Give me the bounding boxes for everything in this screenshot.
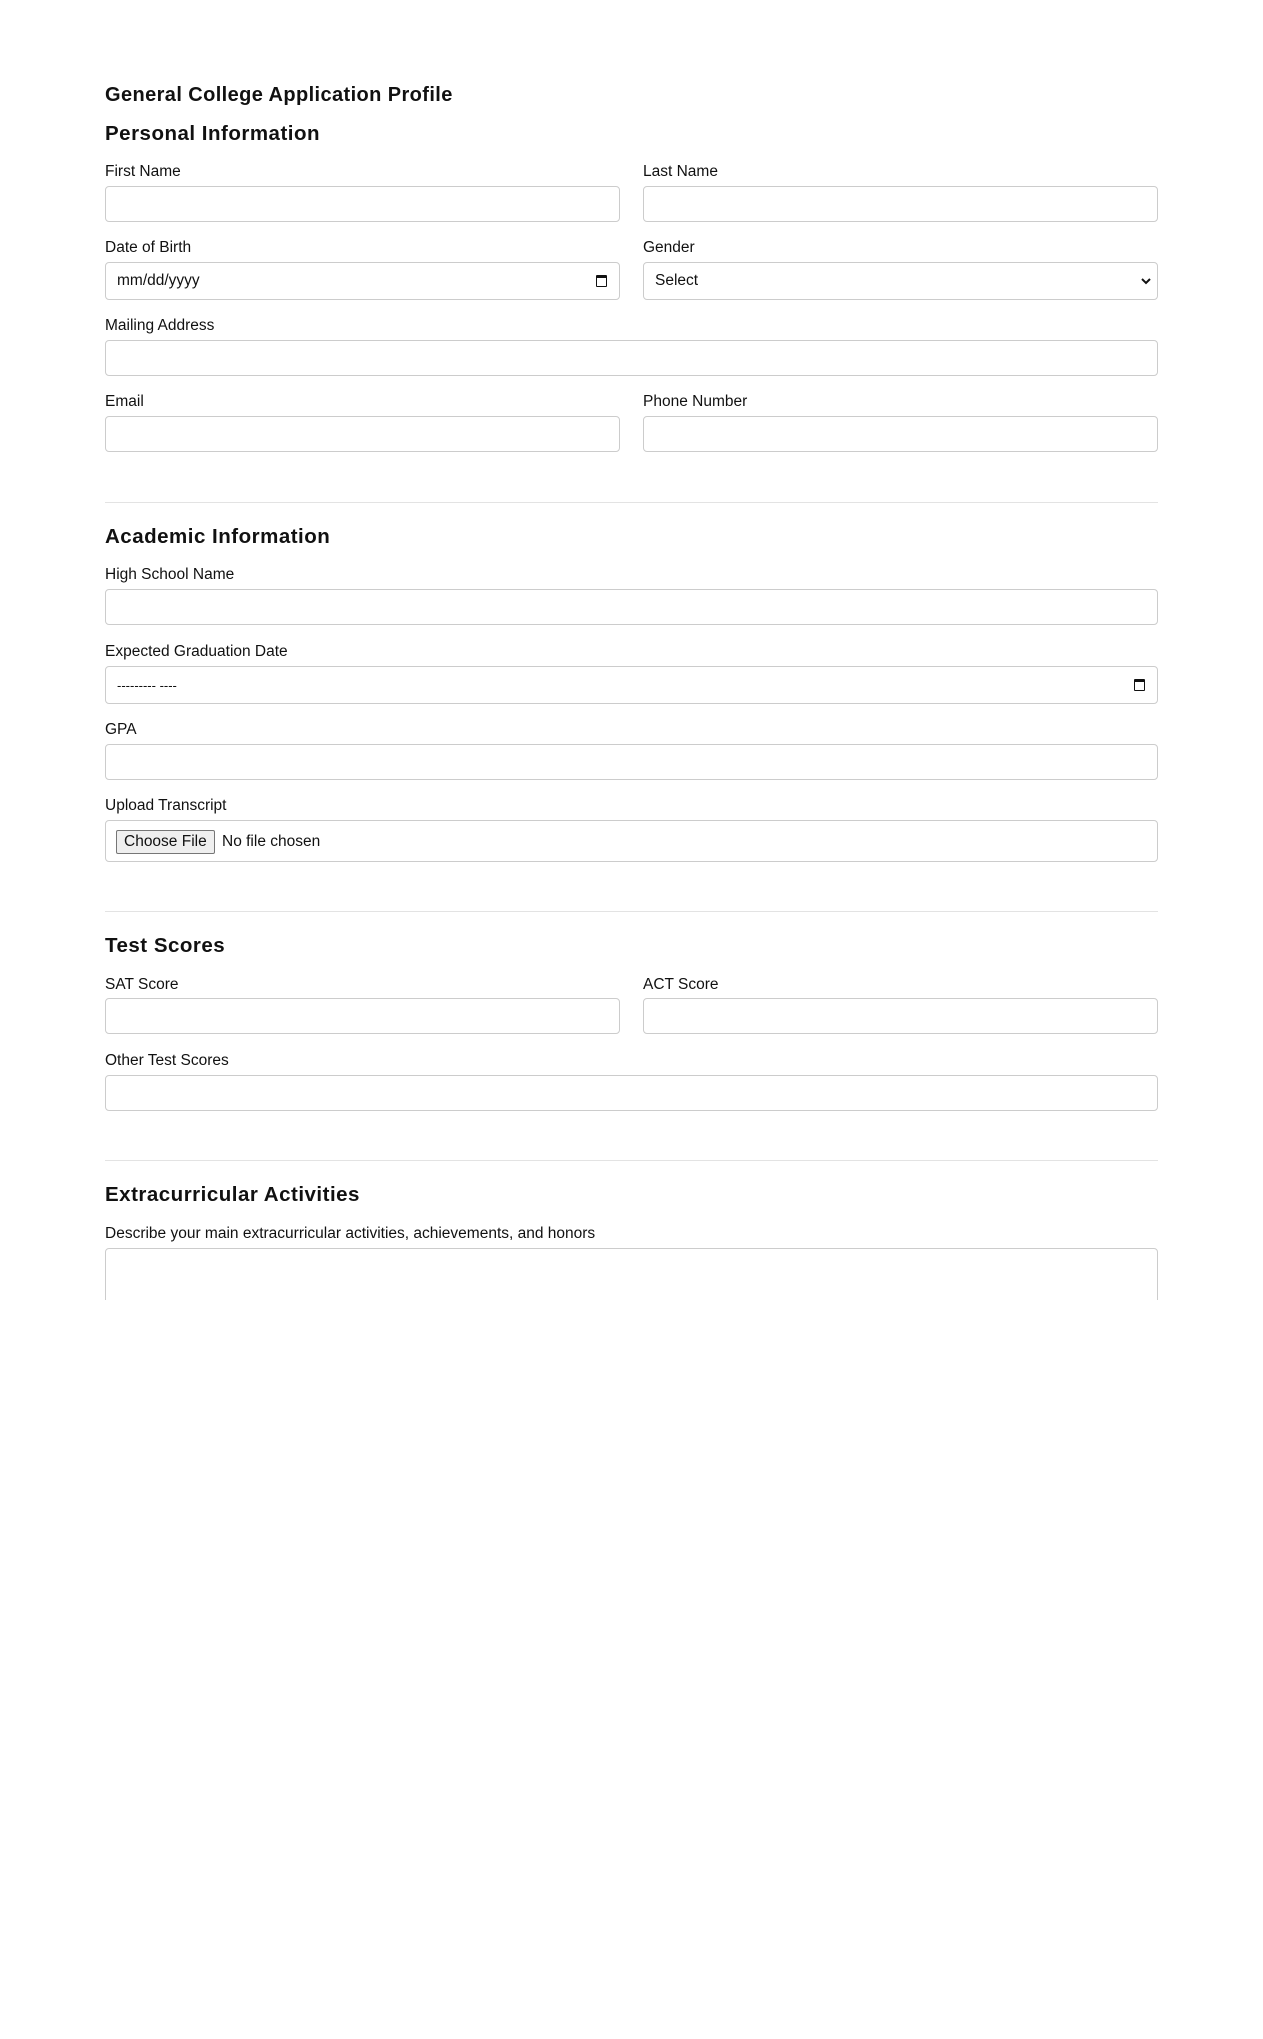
gpa-label: GPA [105,721,137,738]
sat-input[interactable] [105,998,620,1034]
mailing-address-label: Mailing Address [105,317,215,334]
graduation-date-input[interactable] [105,666,1158,704]
sat-label: SAT Score [105,976,179,993]
dob-date-input[interactable] [105,262,620,300]
section-divider [105,1160,1158,1161]
last-name-label: Last Name [643,163,718,180]
other-tests-label: Other Test Scores [105,1052,229,1069]
file-status-text: No file chosen [222,833,321,850]
high-school-input[interactable] [105,589,1158,625]
graduation-date-label: Expected Graduation Date [105,643,288,660]
calendar-icon[interactable] [596,275,607,287]
dob-placeholder: mm/dd/yyyy [117,272,200,289]
calendar-icon[interactable] [1134,679,1145,691]
extracurricular-textarea[interactable] [105,1248,1158,1300]
other-tests-input[interactable] [105,1075,1158,1111]
chevron-down-icon [1139,272,1153,290]
section-divider [105,911,1158,912]
choose-file-button[interactable]: Choose File [116,830,215,854]
section-title-extracurricular: Extracurricular Activities [105,1183,360,1206]
graduation-date-placeholder: --------- ---- [117,677,177,693]
section-title-academic: Academic Information [105,525,331,548]
email-input[interactable] [105,416,620,452]
phone-input[interactable] [643,416,1158,452]
first-name-label: First Name [105,163,181,180]
email-label: Email [105,393,144,410]
act-label: ACT Score [643,976,719,993]
dob-label: Date of Birth [105,239,192,256]
gender-select[interactable] [643,262,1158,300]
act-input[interactable] [643,998,1158,1034]
gender-selected-value: Select [655,272,699,289]
transcript-label: Upload Transcript [105,797,227,814]
high-school-label: High School Name [105,566,235,583]
gpa-input[interactable] [105,744,1158,780]
transcript-file-input [105,820,1158,862]
phone-label: Phone Number [643,393,748,410]
extracurricular-description-label: Describe your main extracurricular activities, achievements, and honors [105,1225,596,1242]
gender-label: Gender [643,239,695,256]
section-divider [105,502,1158,503]
section-title-tests: Test Scores [105,934,226,957]
last-name-input[interactable] [643,186,1158,222]
section-title-personal: Personal Information [105,122,321,145]
mailing-address-input[interactable] [105,340,1158,376]
page-title: General College Application Profile [105,84,453,106]
first-name-input[interactable] [105,186,620,222]
